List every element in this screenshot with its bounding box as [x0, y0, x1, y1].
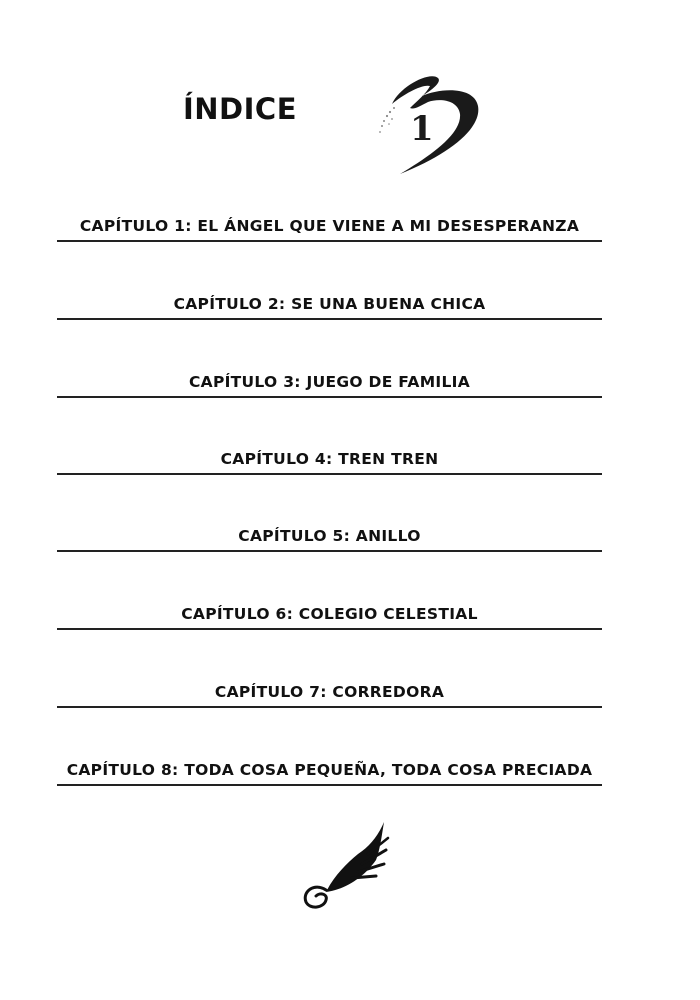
toc-entry-chapter-8[interactable]: [57, 746, 602, 786]
divider-line: [57, 784, 602, 786]
toc-entry-chapter-3[interactable]: [57, 358, 602, 398]
toc-entry-chapter-5[interactable]: [57, 512, 602, 552]
chapter-title: CAPÍTULO 4: TREN TREN: [220, 450, 439, 468]
wing-icon: [296, 820, 392, 912]
chapter-title: CAPÍTULO 3: JUEGO DE FAMILIA: [188, 373, 471, 391]
volume-one-logo-icon: [370, 66, 485, 181]
toc-entry-chapter-6[interactable]: [57, 590, 602, 630]
toc-entry-chapter-1[interactable]: [57, 202, 602, 242]
chapter-title: CAPÍTULO 6: COLEGIO CELESTIAL: [181, 605, 478, 623]
chapter-title: CAPÍTULO 7: CORREDORA: [214, 683, 445, 701]
divider-line: [57, 628, 602, 630]
toc-entry-chapter-2[interactable]: [57, 280, 602, 320]
divider-line: [57, 706, 602, 708]
divider-line: [57, 318, 602, 320]
svg-text:1: 1: [410, 109, 434, 149]
page-title: ÍNDICE: [183, 92, 298, 126]
chapter-title: CAPÍTULO 1: EL ÁNGEL QUE VIENE A MI DESESPERANZA: [79, 217, 580, 235]
divider-line: [57, 396, 602, 398]
toc-entry-chapter-7[interactable]: [57, 668, 602, 708]
divider-line: [57, 473, 602, 475]
toc-entry-chapter-4[interactable]: [57, 435, 602, 475]
chapter-title: CAPÍTULO 8: TODA COSA PEQUEÑA, TODA COSA PRECIADA: [66, 761, 593, 779]
chapter-title: CAPÍTULO 5: ANILLO: [238, 527, 421, 545]
divider-line: [57, 550, 602, 552]
chapter-title: CAPÍTULO 2: SE UNA BUENA CHICA: [173, 295, 486, 313]
divider-line: [57, 240, 602, 242]
